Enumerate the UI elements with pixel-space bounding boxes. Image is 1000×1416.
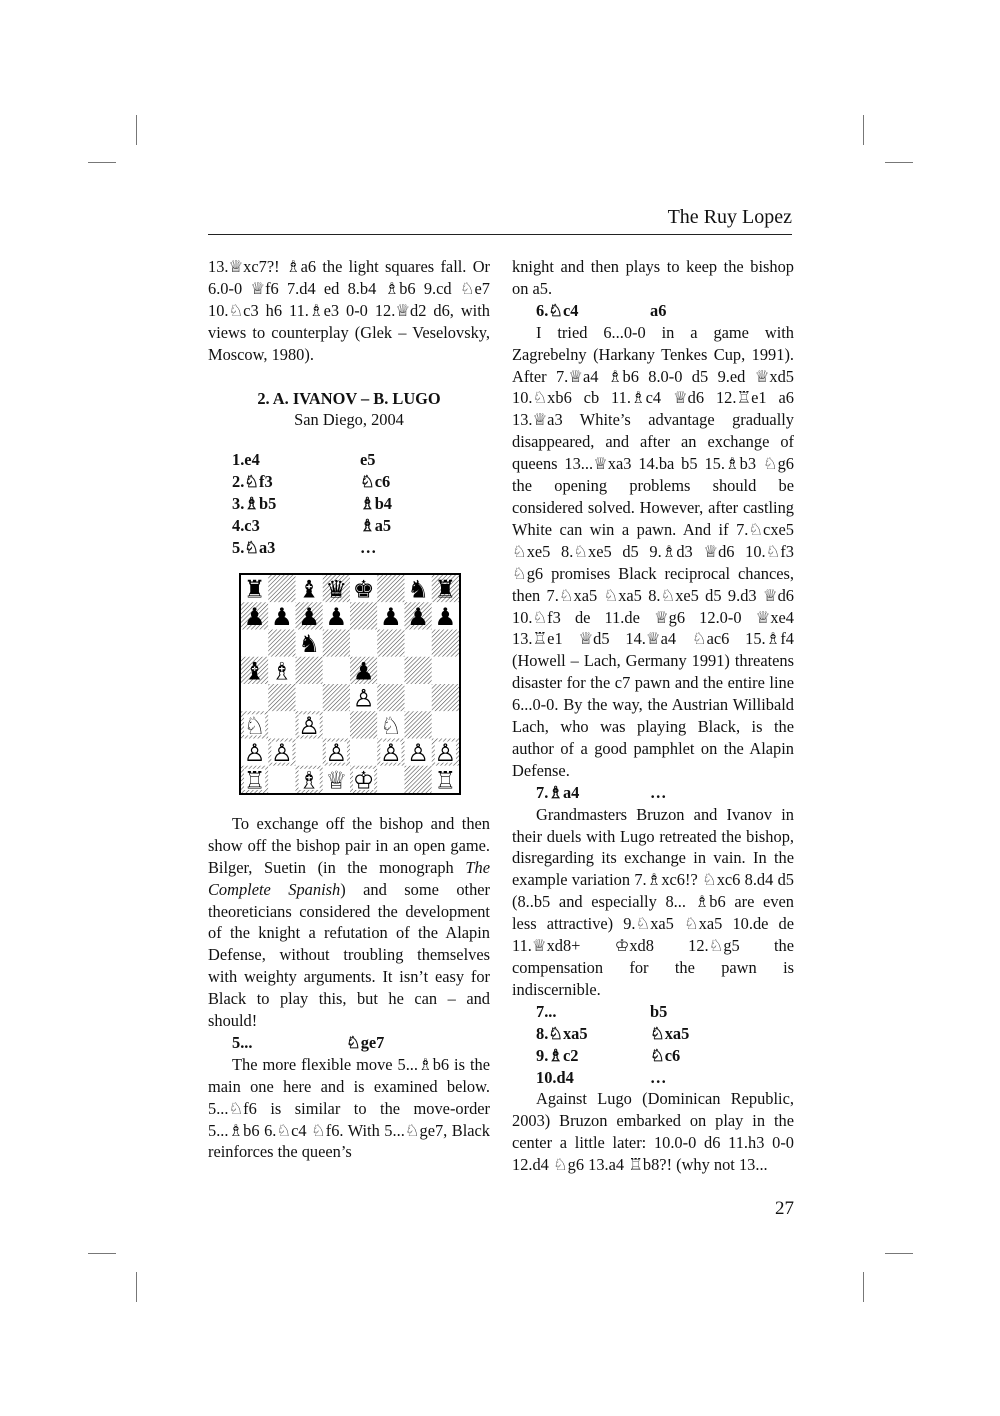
dark-square bbox=[405, 711, 432, 738]
move-row: 6.♘c4 a6 bbox=[536, 300, 667, 320]
white-rook-icon: ♖ bbox=[243, 766, 266, 795]
running-head: The Ruy Lopez bbox=[208, 204, 792, 235]
book-title: The Complete Spanish bbox=[208, 857, 490, 899]
move-row: 8.♘xa5 ♘xa5 bbox=[536, 1023, 690, 1043]
light-square bbox=[323, 711, 350, 738]
dark-square bbox=[350, 711, 377, 738]
black-pawn-icon: ♟ bbox=[298, 602, 320, 631]
page-number: 27 bbox=[775, 1198, 794, 1219]
light-square bbox=[350, 629, 377, 656]
black-rook-icon: ♜ bbox=[243, 575, 266, 604]
light-square bbox=[432, 711, 459, 738]
black-bishop-icon: ♝ bbox=[243, 657, 266, 686]
paragraph: Grandmasters Bruzon and Ivanov in their duels with Lugo retreated the bishop, disregarding its exchange in vain. In the example variation 7.♗xc6!? ♘xc6 8.d4 d5 (8..b5 and especially 8... ♗b6 are even less attractive) 9.♘xa5 ♘xa5 10.de de 11.♕xd8+ ♔xd8 12.♘g5 the compensation for the pawn is indiscernible. bbox=[512, 804, 794, 999]
crop-mark bbox=[863, 1272, 864, 1302]
crop-mark bbox=[863, 115, 864, 145]
white-rook-icon: ♖ bbox=[434, 766, 457, 795]
moves-list bbox=[536, 1001, 794, 1089]
white-knight-icon: ♘ bbox=[243, 711, 266, 740]
white-pawn-icon: ♙ bbox=[352, 684, 375, 713]
white-pawn-icon: ♙ bbox=[407, 739, 429, 768]
dark-square bbox=[432, 629, 459, 656]
white-queen-icon: ♕ bbox=[325, 766, 348, 795]
light-square bbox=[296, 684, 323, 711]
black-knight-icon: ♞ bbox=[298, 630, 320, 659]
dark-square bbox=[377, 684, 404, 711]
light-square bbox=[377, 657, 404, 684]
left-column bbox=[208, 256, 490, 1163]
dark-square bbox=[268, 575, 295, 602]
move-row: 7... b5 bbox=[536, 1001, 668, 1021]
move-row: 5.♘a3 … bbox=[232, 537, 377, 557]
light-square bbox=[405, 629, 432, 656]
move-row: 9.♗c2 ♘c6 bbox=[536, 1045, 681, 1065]
black-pawn-icon: ♟ bbox=[407, 602, 429, 631]
black-king-icon: ♚ bbox=[352, 575, 375, 604]
paragraph: To exchange off the bishop and then show off the bishop pair in an open game. Bilger, Suetin (in the monograph The Complete Spanish) and some other theoreticians considered the development of the knight a refutation of the Alapin Defense, without troubling themselves with weighty arguments. It isn’t easy for Black to play this, but he can – and should! bbox=[208, 813, 490, 1031]
light-square bbox=[377, 766, 404, 793]
black-pawn-icon: ♟ bbox=[325, 602, 348, 631]
light-square bbox=[241, 684, 268, 711]
dark-square bbox=[405, 766, 432, 793]
intro-paragraph: 13.♕xc7?! ♗a6 the light squares fall. Or 6.0-0 ♕f6 7.d4 ed 8.b4 ♗b6 9.cd ♘e7 10.♘c3 h6 11.♗e3 0-0 12.♕d2 d6, with views to counterplay (Glek – Veselovsky, Moscow, 1980). bbox=[208, 257, 490, 364]
game-header bbox=[208, 388, 490, 432]
black-pawn-icon: ♟ bbox=[434, 602, 457, 631]
dark-square bbox=[323, 684, 350, 711]
dark-square bbox=[405, 657, 432, 684]
white-pawn-icon: ♙ bbox=[434, 739, 457, 768]
move-row: 1.e4 e5 bbox=[232, 450, 376, 470]
white-pawn-icon: ♙ bbox=[271, 739, 293, 768]
game-title: 2. A. IVANOV – B. LUGO bbox=[257, 388, 441, 408]
white-pawn-icon: ♙ bbox=[325, 739, 348, 768]
crop-mark bbox=[136, 1272, 137, 1302]
paragraph: I tried 6...0-0 in a game with Zagrebelny (Harkany Tenkes Cup, 1991). After 7.♕a4 ♗b6 8.0-0 d5 9.ed ♕xd5 10.♘xb6 cb 11.♗c4 ♕d6 12.♖e1 a6 13.♕a3 White’s advantage gradually disappeared, and after an exchange of queens 13...♕xa3 14.ba b5 15.♗b3 ♘g6 the opening problems should be considered solved. However, after castling White can win a pawn. And if 7.♘cxe5 ♘xe5 8.♘xe5 d5 9.♗d3 ♕d6 10.♘f3 ♘g6 promises Black reciprocal chances, then 7.♘xa5 ♘xa5 8.♘xe5 d5 9.d3 ♕d6 10.♘f3 de 11.de ♕g6 12.0-0 ♕xe4 13.♖e1 ♕d5 14.♕a4 ♘ac6 15.♗f4 (Howell – Lach, Germany 1991) threatens disaster for the c7 pawn and the entire line 6...0-0. By the way, the Austrian Willibald Lach, who was playing Black, is the author of a good pamphlet on the Alapin Defense. bbox=[512, 322, 794, 780]
dark-square bbox=[323, 629, 350, 656]
light-square bbox=[268, 766, 295, 793]
black-rook-icon: ♜ bbox=[434, 575, 457, 604]
black-queen-icon: ♛ bbox=[325, 575, 348, 604]
light-square bbox=[405, 684, 432, 711]
move-row: 3.♗b5 ♗b4 bbox=[232, 494, 393, 514]
white-pawn-icon: ♙ bbox=[380, 739, 402, 768]
white-pawn-icon: ♙ bbox=[243, 739, 266, 768]
move-row: 7.♗a4 … bbox=[536, 782, 667, 802]
white-bishop-icon: ♗ bbox=[271, 657, 293, 686]
light-square bbox=[241, 629, 268, 656]
black-pawn-icon: ♟ bbox=[352, 657, 375, 686]
right-column bbox=[512, 256, 794, 1176]
move-row: 2.♘f3 ♘c6 bbox=[232, 472, 391, 492]
black-pawn-icon: ♟ bbox=[243, 602, 266, 631]
crop-mark bbox=[885, 162, 913, 163]
dark-square bbox=[350, 602, 377, 629]
crop-mark bbox=[88, 1253, 116, 1254]
black-knight-icon: ♞ bbox=[407, 575, 429, 604]
black-bishop-icon: ♝ bbox=[298, 575, 320, 604]
black-pawn-icon: ♟ bbox=[380, 602, 402, 631]
chess-diagram bbox=[239, 573, 461, 795]
paragraph: Against Lugo (Dominican Republic, 2003) Bruzon embarked on play in the center a little later: 10.0-0 d6 11.h3 0-0 12.d4 ♘g6 13.a4 ♖b8?! (why not 13... bbox=[512, 1089, 794, 1175]
dark-square bbox=[432, 684, 459, 711]
opening-moves bbox=[232, 449, 490, 559]
game-venue: San Diego, 2004 bbox=[294, 410, 404, 430]
dark-square bbox=[268, 684, 295, 711]
paragraph: knight and then plays to keep the bishop on a5. bbox=[512, 257, 794, 298]
crop-mark bbox=[88, 162, 116, 163]
move-row: 4.c3 ♗a5 bbox=[232, 516, 392, 536]
white-bishop-icon: ♗ bbox=[298, 766, 320, 795]
dark-square bbox=[268, 629, 295, 656]
white-pawn-icon: ♙ bbox=[298, 711, 320, 740]
light-square bbox=[432, 657, 459, 684]
move-row: 10.d4 … bbox=[536, 1067, 667, 1087]
crop-mark bbox=[136, 115, 137, 145]
black-pawn-icon: ♟ bbox=[271, 602, 293, 631]
paragraph: The more flexible move 5...♗b6 is the main one here and is examined below. 5...♘f6 is similar to the move-order 5...♗b6 6.♘c4 ♘f6. With 5...♘ge7, Black reinforces the queen’s bbox=[208, 1054, 490, 1162]
light-square bbox=[350, 738, 377, 765]
light-square bbox=[268, 711, 295, 738]
white-knight-icon: ♘ bbox=[380, 711, 402, 740]
white-king-icon: ♔ bbox=[352, 766, 375, 795]
dark-square bbox=[377, 629, 404, 656]
dark-square bbox=[377, 575, 404, 602]
light-square bbox=[296, 738, 323, 765]
dark-square bbox=[296, 657, 323, 684]
move-row: 5... ♘ge7 bbox=[232, 1032, 385, 1052]
crop-mark bbox=[885, 1253, 913, 1254]
light-square bbox=[323, 657, 350, 684]
